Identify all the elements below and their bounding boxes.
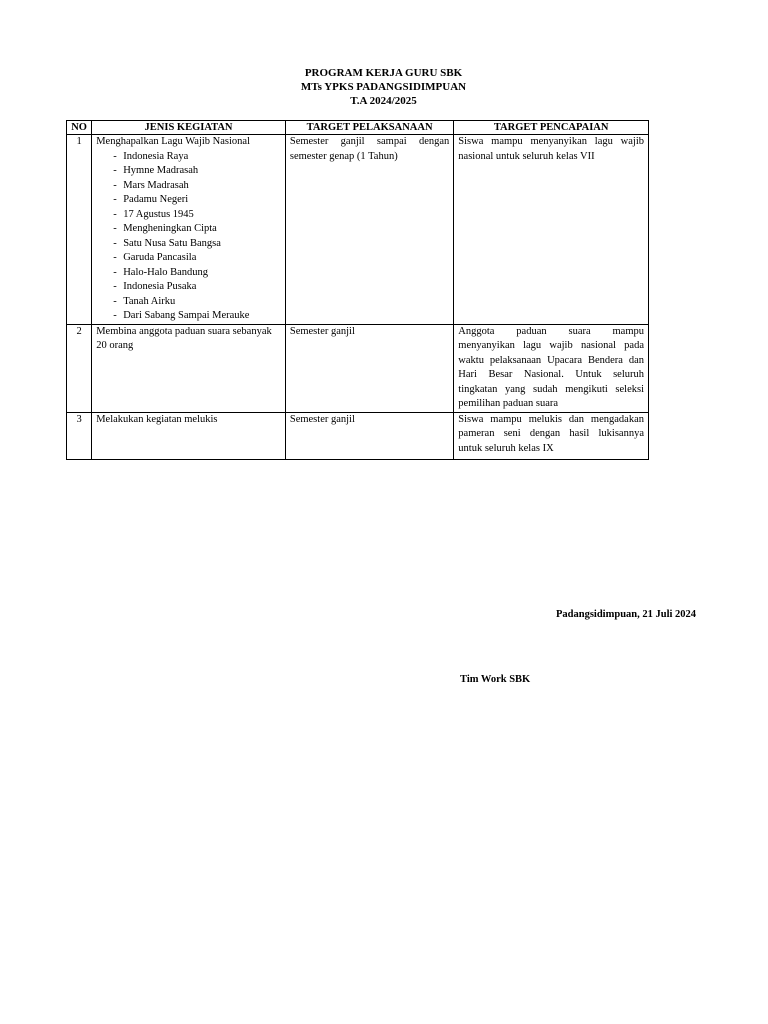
achievement-cell: Siswa mampu menyanyikan lagu wajib nasional untuk seluruh kelas VII [454,135,649,325]
target-cell: Semester ganjil [285,324,453,412]
activity-cell [92,135,286,325]
program-table [66,120,649,460]
song-item: - Halo-Halo Bandung [113,266,281,281]
document-title [0,66,768,108]
song-item: - Indonesia Pusaka [113,280,281,295]
activity-cell: Melakukan kegiatan melukis [92,412,286,459]
song-item: - Satu Nusa Satu Bangsa [113,237,281,252]
achievement-cell: Siswa mampu melukis dan mengadakan pameran seni dengan hasil lukisannya untuk seluruh kelas IX [454,412,649,459]
table-row [67,324,649,412]
title-line-year: T.A 2024/2025 [350,95,417,107]
song-item: - Mengheningkan Cipta [113,222,281,237]
activity-cell: Membina anggota paduan suara sebanyak 20 orang [92,324,286,412]
song-item: - Tanah Airku [113,295,281,310]
column-header-jenis-kegiatan: JENIS KEGIATAN [92,121,286,135]
song-list [96,150,281,324]
song-item: - Hymne Madrasah [113,164,281,179]
table-header-row [67,121,649,135]
column-header-target-pelaksanaan: TARGET PELAKSANAAN [285,121,453,135]
place-date: Padangsidimpuan, 21 Juli 2024 [556,609,697,620]
title-line-school: MTs YPKS PADANGSIDIMPUAN [300,81,467,93]
song-item: - Indonesia Raya [113,150,281,165]
achievement-cell: Anggota paduan suara mampu menyanyikan lagu wajib nasional pada waktu pelaksanaan Upacara Bendera dan Hari Besar Nasional. Untuk seluruh tingkatan yang sudah mengikuti seleksi pemilihan paduan suara [454,324,649,412]
signer-name: Tim Work SBK [460,674,531,685]
table-row [67,412,649,459]
song-item: - Garuda Pancasila [113,251,281,266]
column-header-no: NO [67,121,92,135]
song-item: - Mars Madrasah [113,179,281,194]
table-row [67,135,649,325]
row-number: 3 [67,412,92,459]
target-cell: Semester ganjil sampai dengan semester genap (1 Tahun) [285,135,453,325]
song-item: - Padamu Negeri [113,193,281,208]
target-cell: Semester ganjil [285,412,453,459]
row-number: 1 [67,135,92,325]
row-number: 2 [67,324,92,412]
song-item: - Dari Sabang Sampai Merauke [113,309,281,324]
activity-title: Menghapalkan Lagu Wajib Nasional [96,136,250,147]
song-item: - 17 Agustus 1945 [113,208,281,223]
title-line-program: PROGRAM KERJA GURU SBK [304,67,463,79]
column-header-target-pencapaian: TARGET PENCAPAIAN [454,121,649,135]
